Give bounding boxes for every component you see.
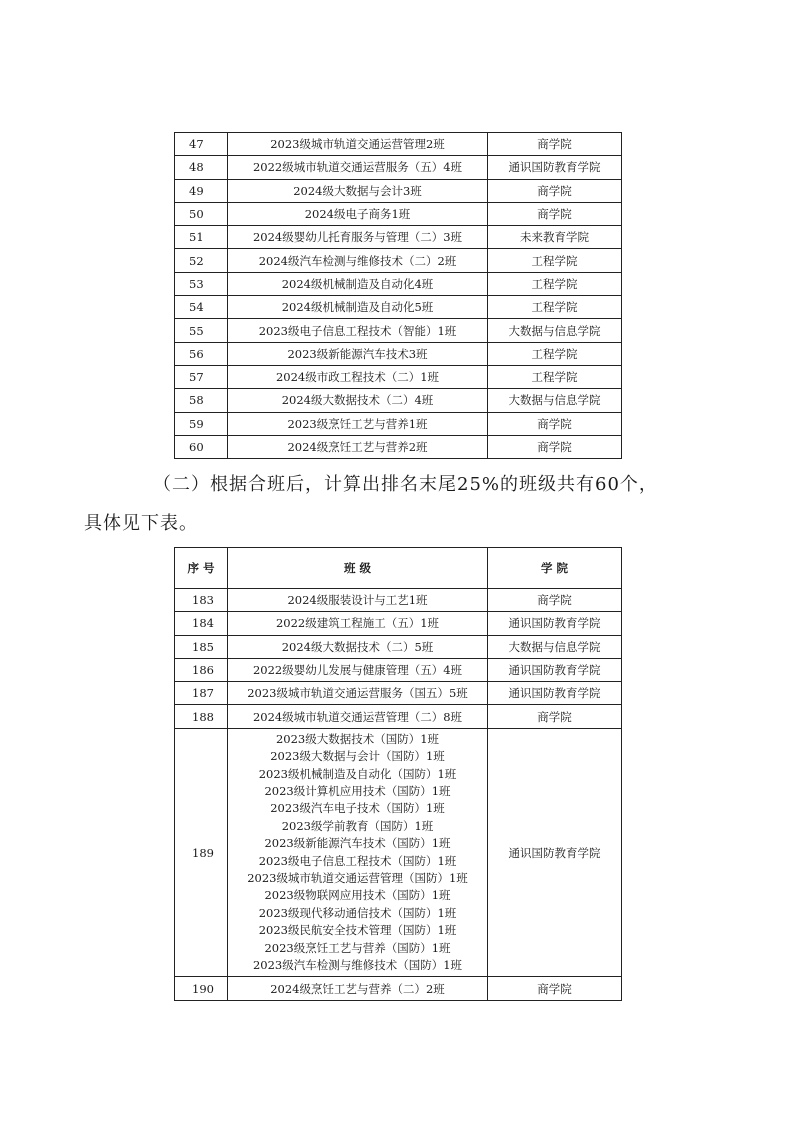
row-number: 55 xyxy=(175,319,228,342)
row-college: 大数据与信息学院 xyxy=(488,389,622,412)
row-number: 184 xyxy=(175,612,228,635)
bottom-25-class-table xyxy=(174,547,622,1001)
row-number: 185 xyxy=(175,635,228,658)
row-college: 通识国防教育学院 xyxy=(488,156,622,179)
table-row xyxy=(175,389,622,412)
row-number: 186 xyxy=(175,658,228,681)
row-number: 58 xyxy=(175,389,228,412)
row-number: 187 xyxy=(175,682,228,705)
row-number: 51 xyxy=(175,226,228,249)
row-number: 60 xyxy=(175,435,228,458)
table-row xyxy=(175,589,622,612)
row-college: 商学院 xyxy=(488,202,622,225)
table-row xyxy=(175,612,622,635)
row-class: 2022级城市轨道交通运营服务（五）4班 xyxy=(228,156,488,179)
row-class: 2024级烹饪工艺与营养（二）2班 xyxy=(228,977,488,1000)
row-college: 商学院 xyxy=(488,705,622,728)
table-row xyxy=(175,226,622,249)
row-class: 2024级大数据技术（二）4班 xyxy=(228,389,488,412)
table-row xyxy=(175,635,622,658)
merged-class-item: 2023级汽车电子技术（国防）1班 xyxy=(270,801,445,816)
row-college: 工程学院 xyxy=(488,272,622,295)
merged-class-item: 2023级机械制造及自动化（国防）1班 xyxy=(258,766,457,781)
table-header-row xyxy=(175,548,622,589)
table-row-merged xyxy=(175,728,622,977)
row-number: 190 xyxy=(175,977,228,1000)
class-table-continued xyxy=(174,132,622,459)
row-number: 56 xyxy=(175,342,228,365)
merged-class-item: 2023级大数据技术（国防）1班 xyxy=(275,731,440,746)
merged-class-item: 2023级城市轨道交通运营管理（国防）1班 xyxy=(247,871,468,886)
row-college: 未来教育学院 xyxy=(488,226,622,249)
table-row xyxy=(175,412,622,435)
row-college: 商学院 xyxy=(488,977,622,1000)
row-college: 通识国防教育学院 xyxy=(488,728,622,977)
table-row xyxy=(175,202,622,225)
merged-class-item: 2023级学前教育（国防）1班 xyxy=(281,818,434,833)
row-college: 大数据与信息学院 xyxy=(488,319,622,342)
table-row xyxy=(175,272,622,295)
row-class-list xyxy=(228,728,488,977)
row-class: 2024级大数据与会计3班 xyxy=(228,179,488,202)
row-college: 工程学院 xyxy=(488,365,622,388)
row-class: 2024级婴幼儿托育服务与管理（二）3班 xyxy=(228,226,488,249)
table-row xyxy=(175,179,622,202)
row-college: 工程学院 xyxy=(488,249,622,272)
merged-class-item: 2023级汽车检测与维修技术（国防）1班 xyxy=(252,958,463,973)
row-class: 2022级婴幼儿发展与健康管理（五）4班 xyxy=(228,658,488,681)
row-class: 2023级新能源汽车技术3班 xyxy=(228,342,488,365)
row-class: 2023级城市轨道交通运营管理2班 xyxy=(228,133,488,156)
row-college: 工程学院 xyxy=(488,296,622,319)
paragraph-line-1: （二）根据合班后，计算出排名末尾25%的班级共有60个， xyxy=(153,474,658,495)
row-class: 2024级烹饪工艺与营养2班 xyxy=(228,435,488,458)
row-class: 2024级电子商务1班 xyxy=(228,202,488,225)
row-number: 49 xyxy=(175,179,228,202)
row-class: 2024级汽车检测与维修技术（二）2班 xyxy=(228,249,488,272)
row-class: 2024级机械制造及自动化5班 xyxy=(228,296,488,319)
row-number: 52 xyxy=(175,249,228,272)
merged-class-item: 2023级新能源汽车技术（国防）1班 xyxy=(264,836,451,851)
row-number: 188 xyxy=(175,705,228,728)
merged-class-item: 2023级烹饪工艺与营养（国防）1班 xyxy=(264,940,451,955)
merged-class-item: 2023级现代移动通信技术（国防）1班 xyxy=(258,905,457,920)
row-college: 商学院 xyxy=(488,412,622,435)
table-row xyxy=(175,435,622,458)
row-class: 2024级机械制造及自动化4班 xyxy=(228,272,488,295)
row-college: 通识国防教育学院 xyxy=(488,682,622,705)
row-college: 商学院 xyxy=(488,435,622,458)
header-class: 班 级 xyxy=(228,548,488,589)
row-number: 50 xyxy=(175,202,228,225)
row-college: 工程学院 xyxy=(488,342,622,365)
table-row xyxy=(175,296,622,319)
row-class: 2022级建筑工程施工（五）1班 xyxy=(228,612,488,635)
row-number: 57 xyxy=(175,365,228,388)
row-number: 183 xyxy=(175,589,228,612)
row-number: 54 xyxy=(175,296,228,319)
table-row xyxy=(175,682,622,705)
merged-class-item: 2023级电子信息工程技术（国防）1班 xyxy=(258,853,457,868)
row-class: 2023级城市轨道交通运营服务（国五）5班 xyxy=(228,682,488,705)
merged-class-item: 2023级民航安全技术管理（国防）1班 xyxy=(258,923,457,938)
table-row xyxy=(175,658,622,681)
table-row xyxy=(175,319,622,342)
merged-class-item: 2023级计算机应用技术（国防）1班 xyxy=(264,784,451,798)
row-class: 2024级市政工程技术（二）1班 xyxy=(228,365,488,388)
row-college: 商学院 xyxy=(488,133,622,156)
merged-class-item: 2023级物联网应用技术（国防）1班 xyxy=(264,888,451,903)
row-class: 2023级烹饪工艺与营养1班 xyxy=(228,412,488,435)
row-college: 商学院 xyxy=(488,179,622,202)
table-row xyxy=(175,365,622,388)
row-number: 53 xyxy=(175,272,228,295)
header-no: 序 号 xyxy=(175,548,228,589)
row-number: 47 xyxy=(175,133,228,156)
merged-class-item: 2023级大数据与会计（国防）1班 xyxy=(270,749,445,764)
row-number: 59 xyxy=(175,412,228,435)
row-number: 189 xyxy=(175,728,228,977)
row-college: 通识国防教育学院 xyxy=(488,658,622,681)
row-class: 2024级城市轨道交通运营管理（二）8班 xyxy=(228,705,488,728)
table-row xyxy=(175,342,622,365)
row-class: 2024级大数据技术（二）5班 xyxy=(228,635,488,658)
row-college: 通识国防教育学院 xyxy=(488,612,622,635)
paragraph-line-2: 具体见下表。 xyxy=(84,513,198,534)
table-row xyxy=(175,249,622,272)
row-class: 2024级服装设计与工艺1班 xyxy=(228,589,488,612)
table-row xyxy=(175,156,622,179)
header-college: 学 院 xyxy=(488,548,622,589)
row-college: 大数据与信息学院 xyxy=(488,635,622,658)
row-college: 商学院 xyxy=(488,589,622,612)
row-class: 2023级电子信息工程技术（智能）1班 xyxy=(228,319,488,342)
table-row xyxy=(175,977,622,1000)
table-row xyxy=(175,705,622,728)
table-row xyxy=(175,133,622,156)
row-number: 48 xyxy=(175,156,228,179)
